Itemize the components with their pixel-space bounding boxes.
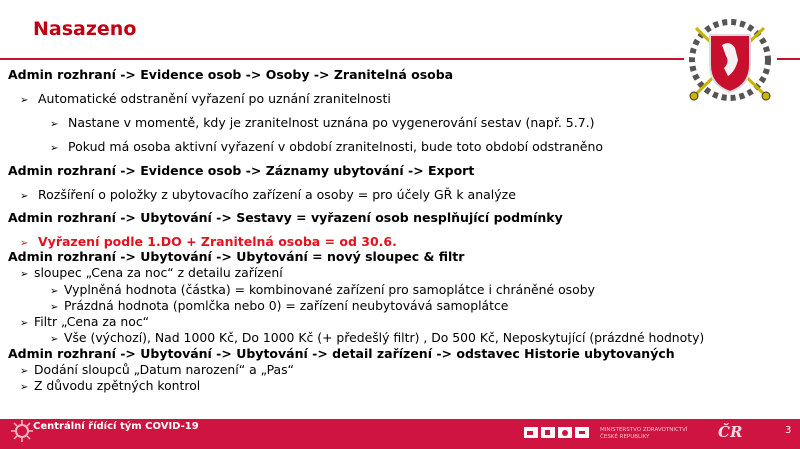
bullet-item: ➢ Rozšíření o položky z ubytovacího zařízení a osoby = pro účely GŘ k analýze [20,187,516,202]
arrow-bullet-icon: ➢ [20,366,29,377]
arrow-bullet-icon: ➢ [50,334,59,345]
arrow-bullet-icon: ➢ [20,191,29,202]
ministry-logo-icon [524,425,592,439]
slide-title: Nasazeno [33,18,137,40]
bullet-item: ➢ Filtr „Cena za noc“ [20,314,150,329]
ministry-name: MINISTERSTVO ZDRAVOTNICTVÍ ČESKÉ REPUBLIKY [600,427,688,440]
arrow-bullet-icon: ➢ [20,95,29,106]
arrow-bullet-icon: ➢ [20,382,29,393]
bullet-item: ➢ Z důvodu zpětných kontrol [20,378,201,393]
sub-bullet-item: ➢ Nastane v momentě, kdy je zranitelnost uznána po vygenerování sestav (např. 5.7.) [50,115,595,130]
section-heading-sestavy: Admin rozhraní -> Ubytování -> Sestavy = vyřazení osob nesplňující podmínky [8,210,563,225]
arrow-bullet-icon: ➢ [50,286,59,297]
section-heading-novy-sloupec: Admin rozhraní -> Ubytování -> Ubytování = nový sloupec & filtr [8,249,465,264]
footer-team-name: Centrální řídící tým COVID-19 [33,421,199,432]
virus-icon [10,419,34,443]
arrow-bullet-icon: ➢ [50,119,59,130]
arrow-bullet-icon: ➢ [20,269,29,280]
title-divider-right [777,58,800,60]
bullet-item: ➢ Automatické odstranění vyřazení po uznání zranitelnosti [20,91,391,106]
arrow-bullet-icon: ➢ [50,302,59,313]
footer-bar [0,419,800,449]
highlighted-bullet-item: ➢ Vyřazení podle 1.DO + Zranitelná osoba = od 30.6. [20,234,397,249]
sub-bullet-item: ➢ Vyplněná hodnota (částka) = kombinované zařízení pro samoplátce i chráněné osoby [50,282,595,297]
bullet-item: ➢ Dodání sloupců „Datum narození“ a „Pas“ [20,362,294,377]
sub-bullet-item: ➢ Pokud má osoba aktivní vyřazení v období zranitelnosti, bude toto období odstraněno [50,139,604,154]
section-heading-zranitelna-osoba: Admin rozhraní -> Evidence osob -> Osoby -> Zranitelná osoba [8,67,454,82]
sub-bullet-item: ➢ Vše (výchozí), Nad 1000 Kč, Do 1000 Kč (+ předešlý filtr) , Do 500 Kč, Neposkytující (prázdné hodnoty) [50,330,705,345]
coat-of-arms-icon [680,10,780,110]
page-number: 3 [785,425,792,436]
arrow-bullet-icon: ➢ [20,318,29,329]
section-heading-export: Admin rozhraní -> Evidence osob -> Záznamy ubytování -> Export [8,163,475,178]
czr-logo: ČR [718,423,743,441]
arrow-bullet-icon: ➢ [50,143,59,154]
title-divider-left [0,58,684,60]
arrow-bullet-icon: ➢ [20,238,29,249]
sub-bullet-item: ➢ Prázdná hodnota (pomlčka nebo 0) = zařízení neubytovává samoplátce [50,298,509,313]
section-heading-historie: Admin rozhraní -> Ubytování -> Ubytování -> detail zařízení -> odstavec Historie ubytovaných [8,346,675,361]
bullet-item: ➢ sloupec „Cena za noc“ z detailu zařízení [20,265,283,280]
